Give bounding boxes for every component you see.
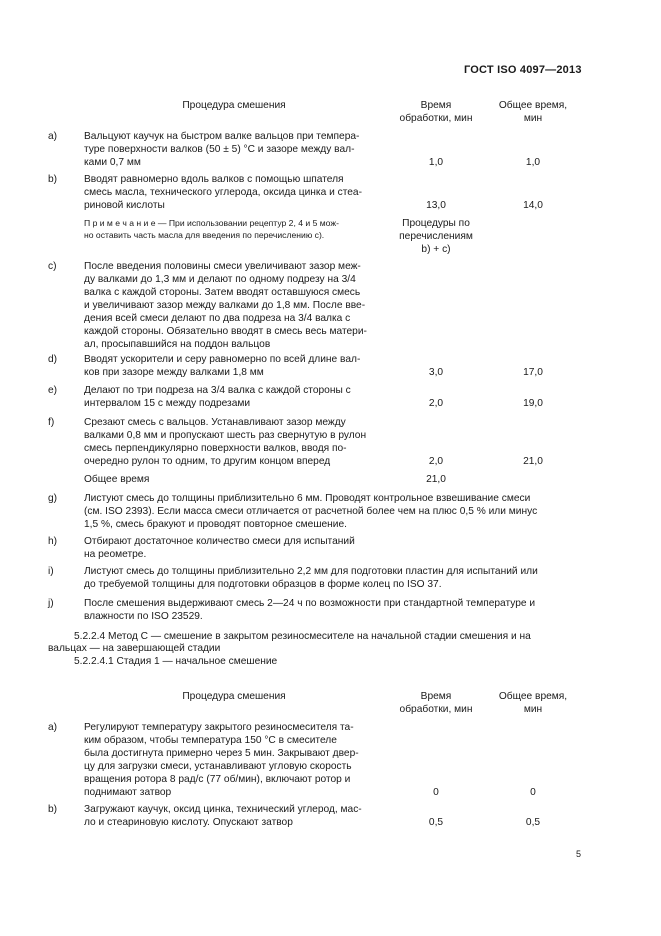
document-header: ГОСТ ISO 4097—2013 bbox=[464, 64, 582, 76]
row-total: 14,0 bbox=[523, 200, 543, 211]
row-text: После введения половины смеси увеличивают зазор меж- ду валками до 1,3 мм и делают по одному подрезу на 3/4 валка с каждой стороны. Затем вводят оставшуюся смесь и увеличивают зазор между валками до 1,8 мм. После вве- дения всей смеси делают по два подреза на 3/4 валка с каждой стороны. Обязательно вводят в смесь весь матери- ал, просыпавшийся на поддон вальцов bbox=[84, 261, 367, 350]
total-value: 21,0 bbox=[426, 474, 446, 485]
table-note: П р и м е ч а н и е — При использовании рецептур 2, 4 и 5 мож- но оставить часть масла для введения по перечислению с). bbox=[84, 218, 339, 240]
row-time: 1,0 bbox=[428, 157, 444, 168]
row-time: 13,0 bbox=[426, 200, 446, 211]
table2-col-procedure: Процедура смешения bbox=[182, 691, 286, 702]
item-text: После смешения выдерживают смесь 2—24 ч по возможности при стандартной температуре и влажности по ISO 23529. bbox=[84, 598, 536, 622]
total-label: Общее время bbox=[84, 474, 150, 485]
row-label: b) bbox=[48, 174, 58, 185]
row-label: a) bbox=[48, 131, 58, 142]
row-label: f) bbox=[48, 417, 55, 428]
row-time: 3,0 bbox=[428, 367, 444, 378]
item-label: j) bbox=[48, 598, 54, 609]
row-time: 0 bbox=[433, 787, 439, 798]
row-total: 0 bbox=[530, 787, 536, 798]
row-text: Срезают смесь с вальцов. Устанавливают зазор между валками 0,8 мм и пропускают шесть раз свернутую в рулон смесь перпендикулярно поверхности валков, вводя по- очередно рулон то одним, то другим концом вперед bbox=[84, 417, 367, 467]
table1-col-time: Время обработки, мин bbox=[399, 100, 473, 124]
section-heading: 5.2.2.4 Метод С — смешение в закрытом резиносмесителе на начальной стадии смешения и на bbox=[74, 631, 531, 642]
item-label: i) bbox=[48, 566, 54, 577]
row-total: 0,5 bbox=[525, 817, 541, 828]
item-text: Листуют смесь до толщины приблизительно 2,2 мм для подготовки пластин для испытаний или до требуемой толщины для подготовки образцов в форме колец по ISO 37. bbox=[84, 566, 538, 590]
item-label: h) bbox=[48, 536, 58, 547]
row-text: Вводят равномерно вдоль валков с помощью шпателя смесь масла, технического углерода, оксида цинка и стеа- риновой кислоты bbox=[84, 174, 362, 211]
row-text: Загружают каучук, оксид цинка, технический углерод, мас- ло и стеариновую кислоту. Опускают затвор bbox=[84, 804, 362, 828]
row-label: e) bbox=[48, 385, 58, 396]
page-number: 5 bbox=[576, 849, 582, 859]
row-total: 17,0 bbox=[523, 367, 543, 378]
row-label: c) bbox=[48, 261, 57, 272]
table2-col-time: Время обработки, мин bbox=[399, 691, 473, 715]
row-total: 1,0 bbox=[525, 157, 541, 168]
row-text: Делают по три подреза на 3/4 валка с каждой стороны с интервалом 15 с между подрезами bbox=[84, 385, 351, 409]
item-text: Отбирают достаточное количество смеси для испытаний на реометре. bbox=[84, 536, 355, 560]
note-value: Процедуры по перечислениям b) + c) bbox=[399, 218, 473, 255]
row-total: 19,0 bbox=[523, 398, 543, 409]
row-time: 2,0 bbox=[428, 398, 444, 409]
row-time: 2,0 bbox=[428, 456, 444, 467]
row-time: 0,5 bbox=[428, 817, 444, 828]
row-text: Вводят ускорители и серу равномерно по всей длине вал- ков при зазоре между валками 1,8 мм bbox=[84, 354, 361, 378]
item-text: Листуют смесь до толщины приблизительно 6 мм. Проводят контрольное взвешивание смеси (см. ISO 2393). Если масса смеси отличается от расчетной более чем на плюс 0,5 % или минус 1,5 %, смесь бракуют и проводят повторное смешение. bbox=[84, 493, 538, 530]
table1-col-procedure: Процедура смешения bbox=[182, 100, 286, 111]
table2-col-total: Общее время, мин bbox=[498, 691, 568, 715]
row-label: d) bbox=[48, 354, 58, 365]
row-text: Вальцуют каучук на быстром валке вальцов при темпера- туре поверхности валков (50 ± 5) °С и зазоре между вал- ками 0,7 мм bbox=[84, 131, 360, 168]
item-label: g) bbox=[48, 493, 58, 504]
row-label: a) bbox=[48, 722, 58, 733]
row-text: Регулируют температуру закрытого резиносмесителя та- ким образом, чтобы температура 150 °С в смесителе была достигнута примерно через 5 мин. Закрывают двер- цу для загрузки смеси, устанавливают угловую скорость вращения ротора 8 рад/с (77 об/мин), включают ротор и поднимают затвор bbox=[84, 722, 359, 798]
subsection-heading: 5.2.2.4.1 Стадия 1 — начальное смешение bbox=[74, 656, 278, 667]
row-total: 21,0 bbox=[523, 456, 543, 467]
section-heading-cont: вальцах — на завершающей стадии bbox=[48, 643, 221, 654]
row-label: b) bbox=[48, 804, 58, 815]
table1-col-total: Общее время, мин bbox=[498, 100, 568, 124]
